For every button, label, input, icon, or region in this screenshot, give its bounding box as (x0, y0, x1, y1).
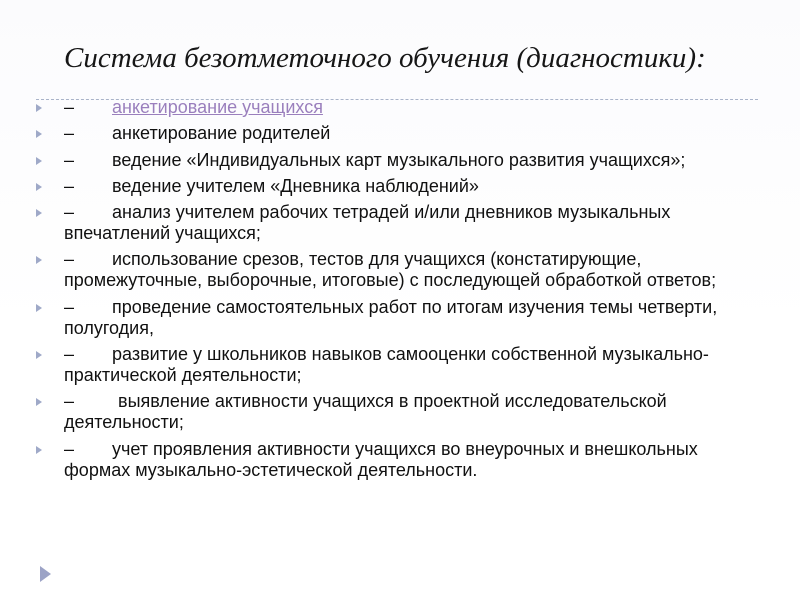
list-item (36, 249, 766, 291)
item-dash: – (64, 175, 75, 196)
triangle-bullet-icon (36, 104, 42, 112)
item-text: использование срезов, тестов для учащихся (констатирующие, промежуточные, выборочные, итоговые) с последующей обработкой ответов; (64, 249, 717, 291)
triangle-bullet-icon (36, 209, 42, 217)
item-text: учет проявления активности учащихся во внеурочных и внешкольных формах музыкально-эстетической деятельности. (64, 438, 698, 480)
item-text: выявление активности учащихся в проектной исследовательской деятельности; (64, 391, 667, 433)
list-item (36, 344, 766, 386)
item-dash: – (64, 97, 75, 117)
list-item (36, 176, 766, 197)
item-dash: – (64, 249, 75, 270)
triangle-bullet-icon (36, 304, 42, 312)
list-item (36, 391, 766, 433)
list-item (36, 439, 766, 481)
item-dash: – (64, 438, 75, 459)
item-dash: – (64, 202, 75, 223)
triangle-bullet-icon (36, 351, 42, 359)
item-dash: – (64, 391, 75, 412)
slide-title: Система безотметочного обучения (диагностики): (64, 42, 706, 74)
bullet-list (36, 97, 766, 486)
item-text: ведение «Индивидуальных карт музыкального развития учащихся»; (112, 149, 686, 170)
list-item (36, 97, 766, 118)
item-dash: – (64, 344, 75, 365)
triangle-bullet-icon (36, 130, 42, 138)
item-text: ведение учителем «Дневника наблюдений» (112, 175, 479, 196)
item-link[interactable]: анкетирование учащихся (112, 97, 323, 117)
item-dash: – (64, 149, 75, 170)
list-item (36, 150, 766, 171)
triangle-bullet-icon (36, 183, 42, 191)
triangle-bullet-icon (36, 157, 42, 165)
item-dash: – (64, 123, 75, 144)
next-slide-arrow-icon[interactable] (40, 566, 51, 582)
item-text: проведение самостоятельных работ по итогам изучения темы четверти, полугодия, (64, 296, 718, 338)
triangle-bullet-icon (36, 398, 42, 406)
triangle-bullet-icon (36, 446, 42, 454)
item-text: развитие у школьников навыков самооценки собственной музыкально-практической деятельности; (64, 344, 709, 386)
item-dash: – (64, 296, 75, 317)
list-item (36, 202, 766, 244)
list-item (36, 297, 766, 339)
item-text: анкетирование родителей (112, 123, 331, 144)
triangle-bullet-icon (36, 256, 42, 264)
list-item (36, 123, 766, 144)
item-text: анализ учителем рабочих тетрадей и/или дневников музыкальных впечатлений учащихся; (64, 202, 671, 244)
